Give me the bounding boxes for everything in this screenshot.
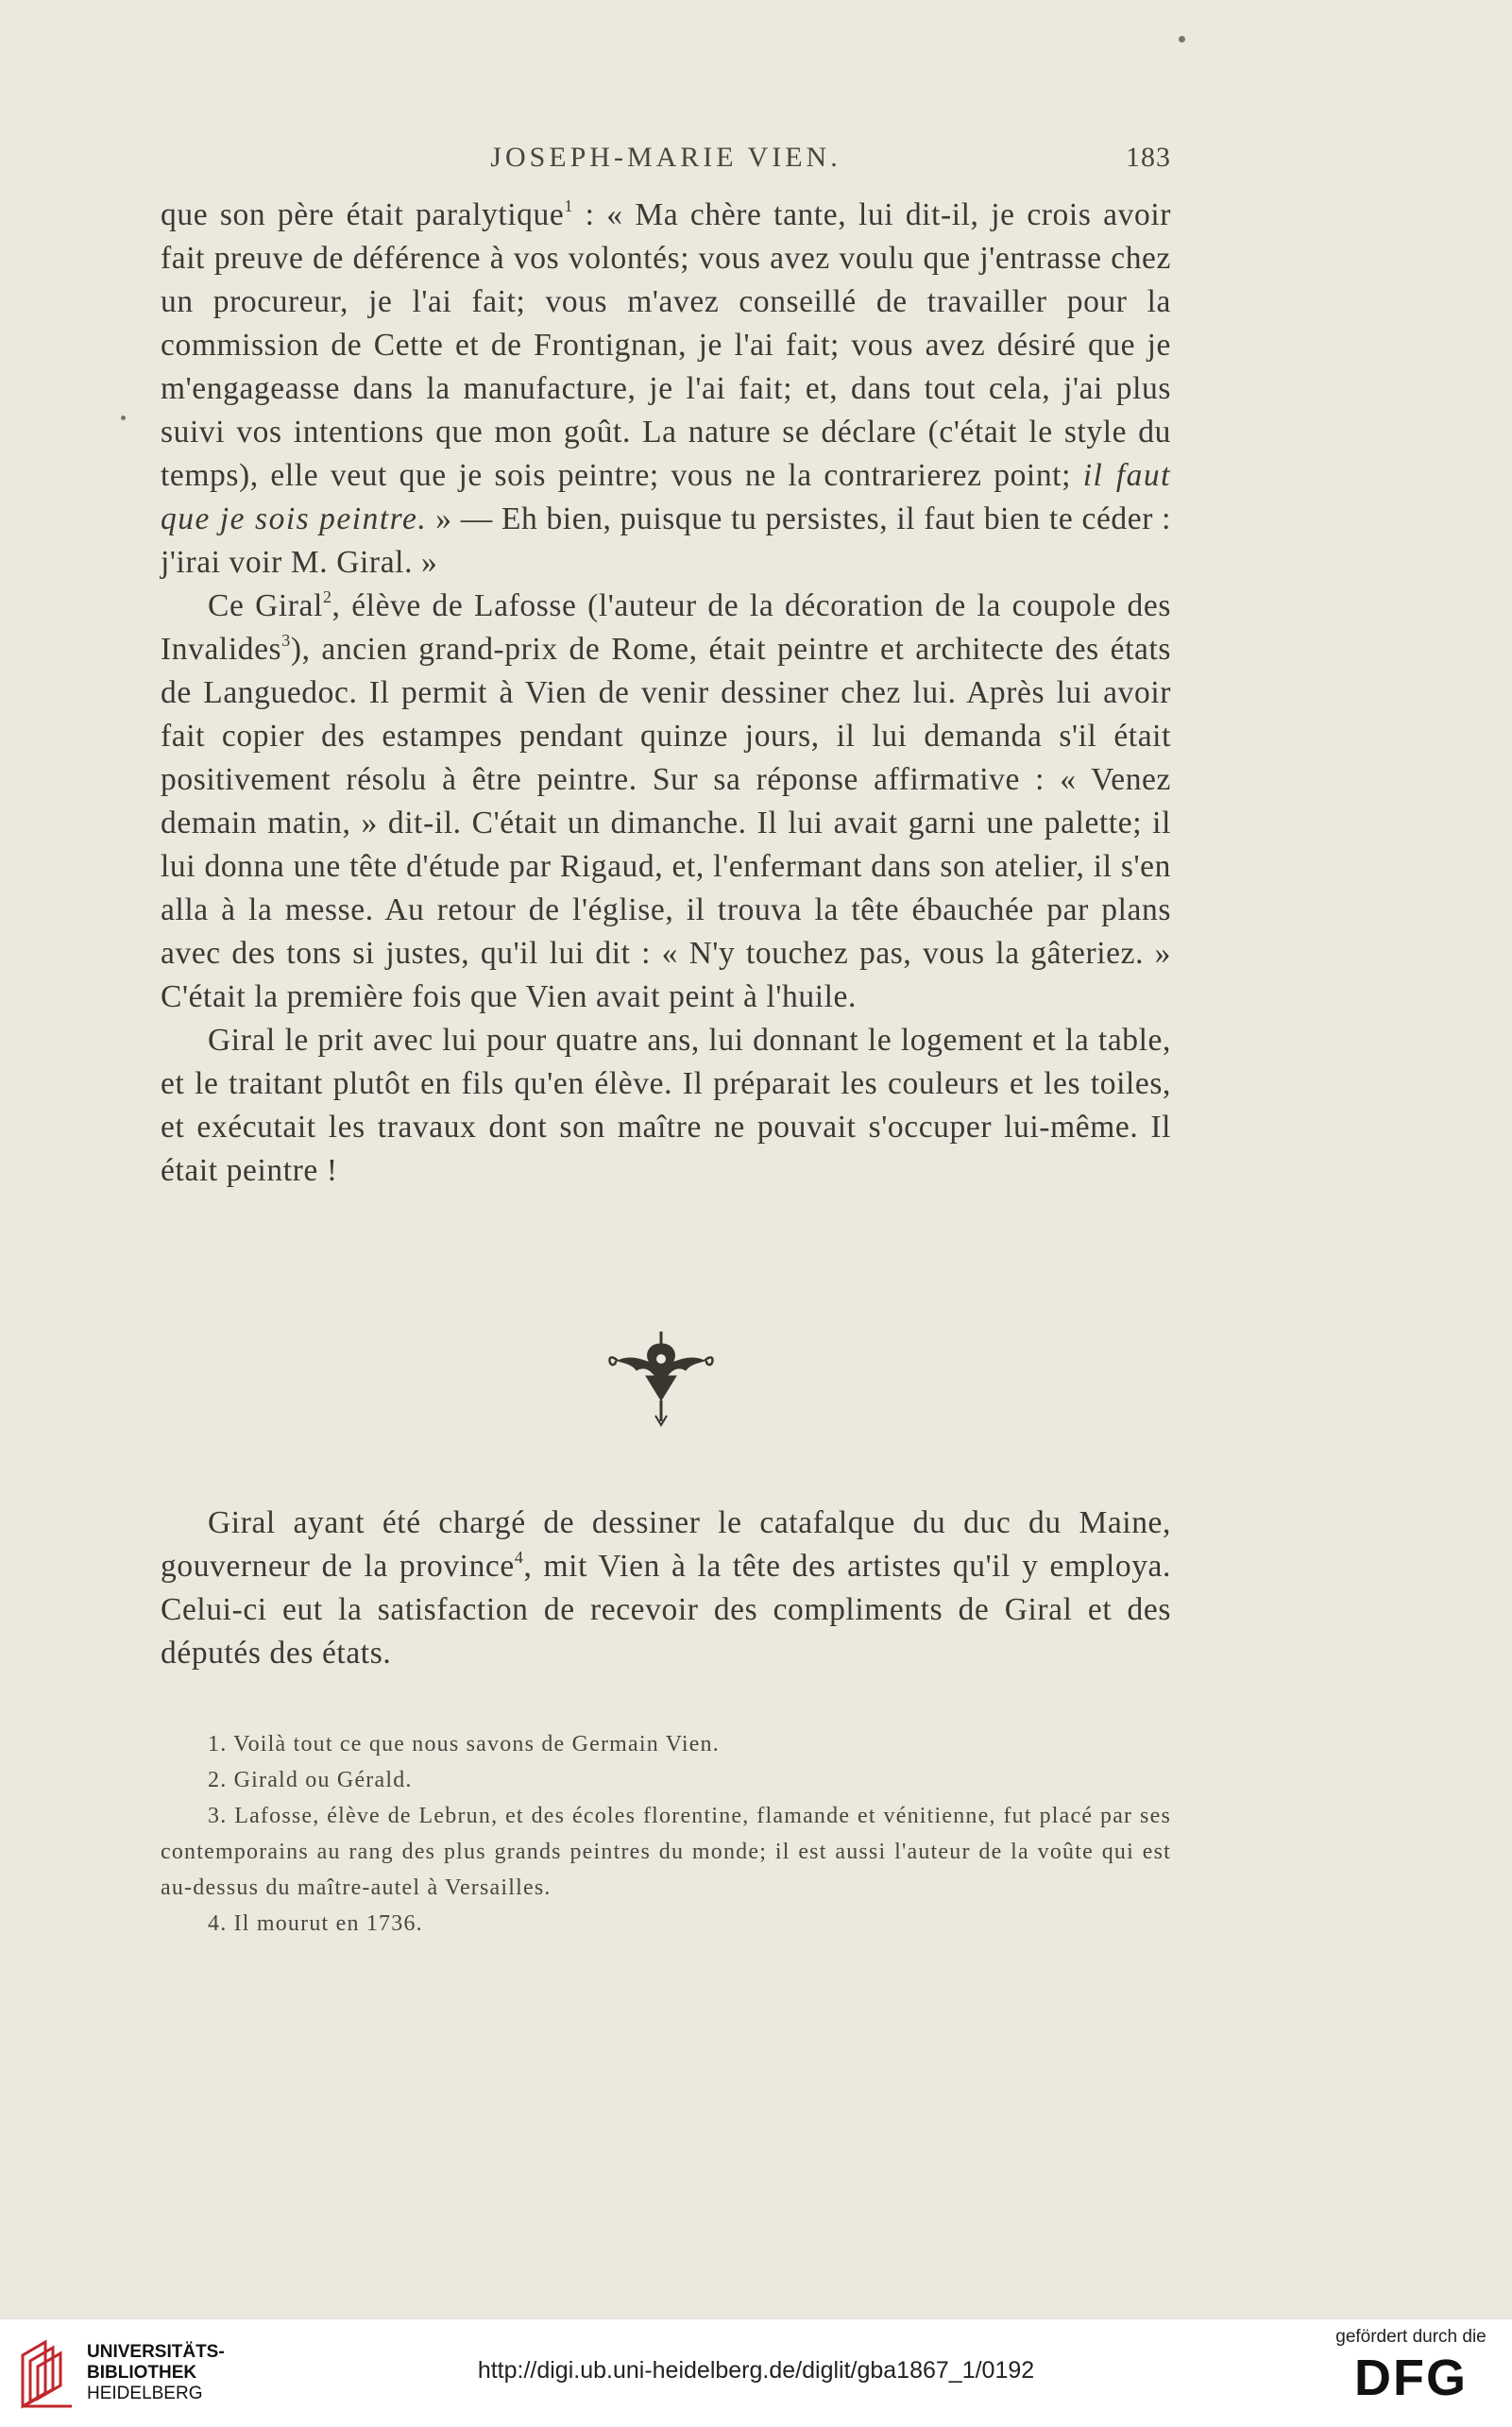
text-run: Ce Giral bbox=[208, 588, 323, 623]
footnote-2: 2. Girald ou Gérald. bbox=[208, 1768, 413, 1792]
paragraph-3: Giral le prit avec lui pour quatre ans, lui donnant le logement et la table, et le traitant plutôt en fils qu'en élève. Il préparait les couleurs et les toiles, et exécutait les travaux dont son maître ne pouvait s'occuper lui-même. Il était peintre ! bbox=[161, 1023, 1171, 1188]
footnote-ref-1: 1 bbox=[564, 196, 573, 215]
running-title: JOSEPH-MARIE VIEN. bbox=[490, 142, 841, 173]
text-run: Giral ayant été chargé de dessiner le catafalque du duc du Maine, gouverneur de la province bbox=[161, 1505, 1171, 1584]
paper-speck bbox=[121, 416, 126, 420]
digitization-footer bbox=[0, 2318, 1512, 2427]
paper-speck bbox=[1179, 36, 1185, 42]
text-run: , mit Vien à la tête des artistes qu'il y employa. Celui-ci eut la satisfaction de recevoir des compliments de Giral et des députés des états. bbox=[161, 1549, 1172, 1671]
text-run: , élève de Lafosse (l'auteur de la décoration de la coupole des Invalides bbox=[161, 588, 1171, 667]
main-text bbox=[161, 194, 1171, 1193]
ornament-vignette bbox=[604, 1327, 718, 1431]
dfg-logo: DFG bbox=[1354, 2350, 1468, 2406]
library-name-line: BIBLIOTHEK bbox=[87, 2363, 197, 2383]
footnote-1: 1. Voilà tout ce que nous savons de Germain Vien. bbox=[208, 1732, 720, 1757]
text-run: que son père était paralytique bbox=[161, 197, 565, 232]
permalink-url[interactable]: http://digi.ub.uni-heidelberg.de/diglit/gba1867_1/0192 bbox=[477, 2357, 1035, 2384]
italic-quote: il faut que je sois peintre. bbox=[161, 458, 1171, 536]
paragraph-1 bbox=[161, 194, 1171, 585]
text-run: ), ancien grand-prix de Rome, était peintre et architecte des états de Languedoc. Il permit à Vien de venir dessiner chez lui. Après lui avoir fait copier des estampes pendant quinze jours, il lui demanda s'il était positivement résolu à être peintre. Sur sa réponse affirmative : « Venez demain matin, » dit-il. C'était un dimanche. Il lui avait garni une palette; il lui donna une tête d'étude par Rigaud, et, l'enfermant dans son atelier, il s'en alla à la messe. Au retour de l'église, il trouva la tête ébauchée par plans avec des tons si justes, qu'il lui dit : « N'y touchez pas, vous la gâteriez. » C'était la première fois que Vien avait peint à l'huile. bbox=[161, 632, 1171, 1014]
library-name-line: UNIVERSITÄTS- bbox=[87, 2342, 225, 2362]
footnote-ref-2: 2 bbox=[322, 587, 332, 606]
funder-label: gefördert durch die bbox=[1335, 2327, 1487, 2347]
text-run: » — Eh bien, puisque tu persistes, il faut bien te céder : j'irai voir M. Giral. » bbox=[161, 501, 1171, 580]
paragraph-2 bbox=[161, 585, 1171, 1019]
funder-block bbox=[1331, 2327, 1491, 2408]
footnote-4: 4. Il mourut en 1736. bbox=[208, 1911, 423, 1936]
footnote-ref-4: 4 bbox=[514, 1548, 524, 1567]
text-run: : « Ma chère tante, lui dit-il, je crois avoir fait preuve de déférence à vos volontés; vous avez voulu que j'entrasse chez un procureur, je l'ai fait; vous m'avez conseillé de travailler pour la commission de Cette et de Frontignan, je l'ai fait; vous avez désiré que je m'engageasse dans la manufacture, je l'ai fait; et, dans tout cela, j'ai plus suivi vos intentions que mon goût. La nature se déclare (c'était le style du temps), elle veut que je sois peintre; vous ne la contrarierez point; bbox=[161, 197, 1172, 493]
footnotes bbox=[161, 1726, 1171, 1942]
footnote-ref-3: 3 bbox=[281, 631, 291, 650]
footnote-3: 3. Lafosse, élève de Lebrun, et des écoles florentine, flamande et vénitienne, fut placé par ses contemporains au rang des plus grands peintres du monde; il est aussi l'auteur de la voûte qui est au-dessus du maître-autel à Versailles. bbox=[161, 1804, 1171, 1900]
library-name-line: HEIDELBERG bbox=[87, 2384, 203, 2403]
main-text-continued bbox=[161, 1502, 1171, 1675]
paragraph-4 bbox=[161, 1502, 1171, 1675]
running-header bbox=[161, 142, 1171, 187]
page-number: 183 bbox=[1126, 142, 1171, 173]
